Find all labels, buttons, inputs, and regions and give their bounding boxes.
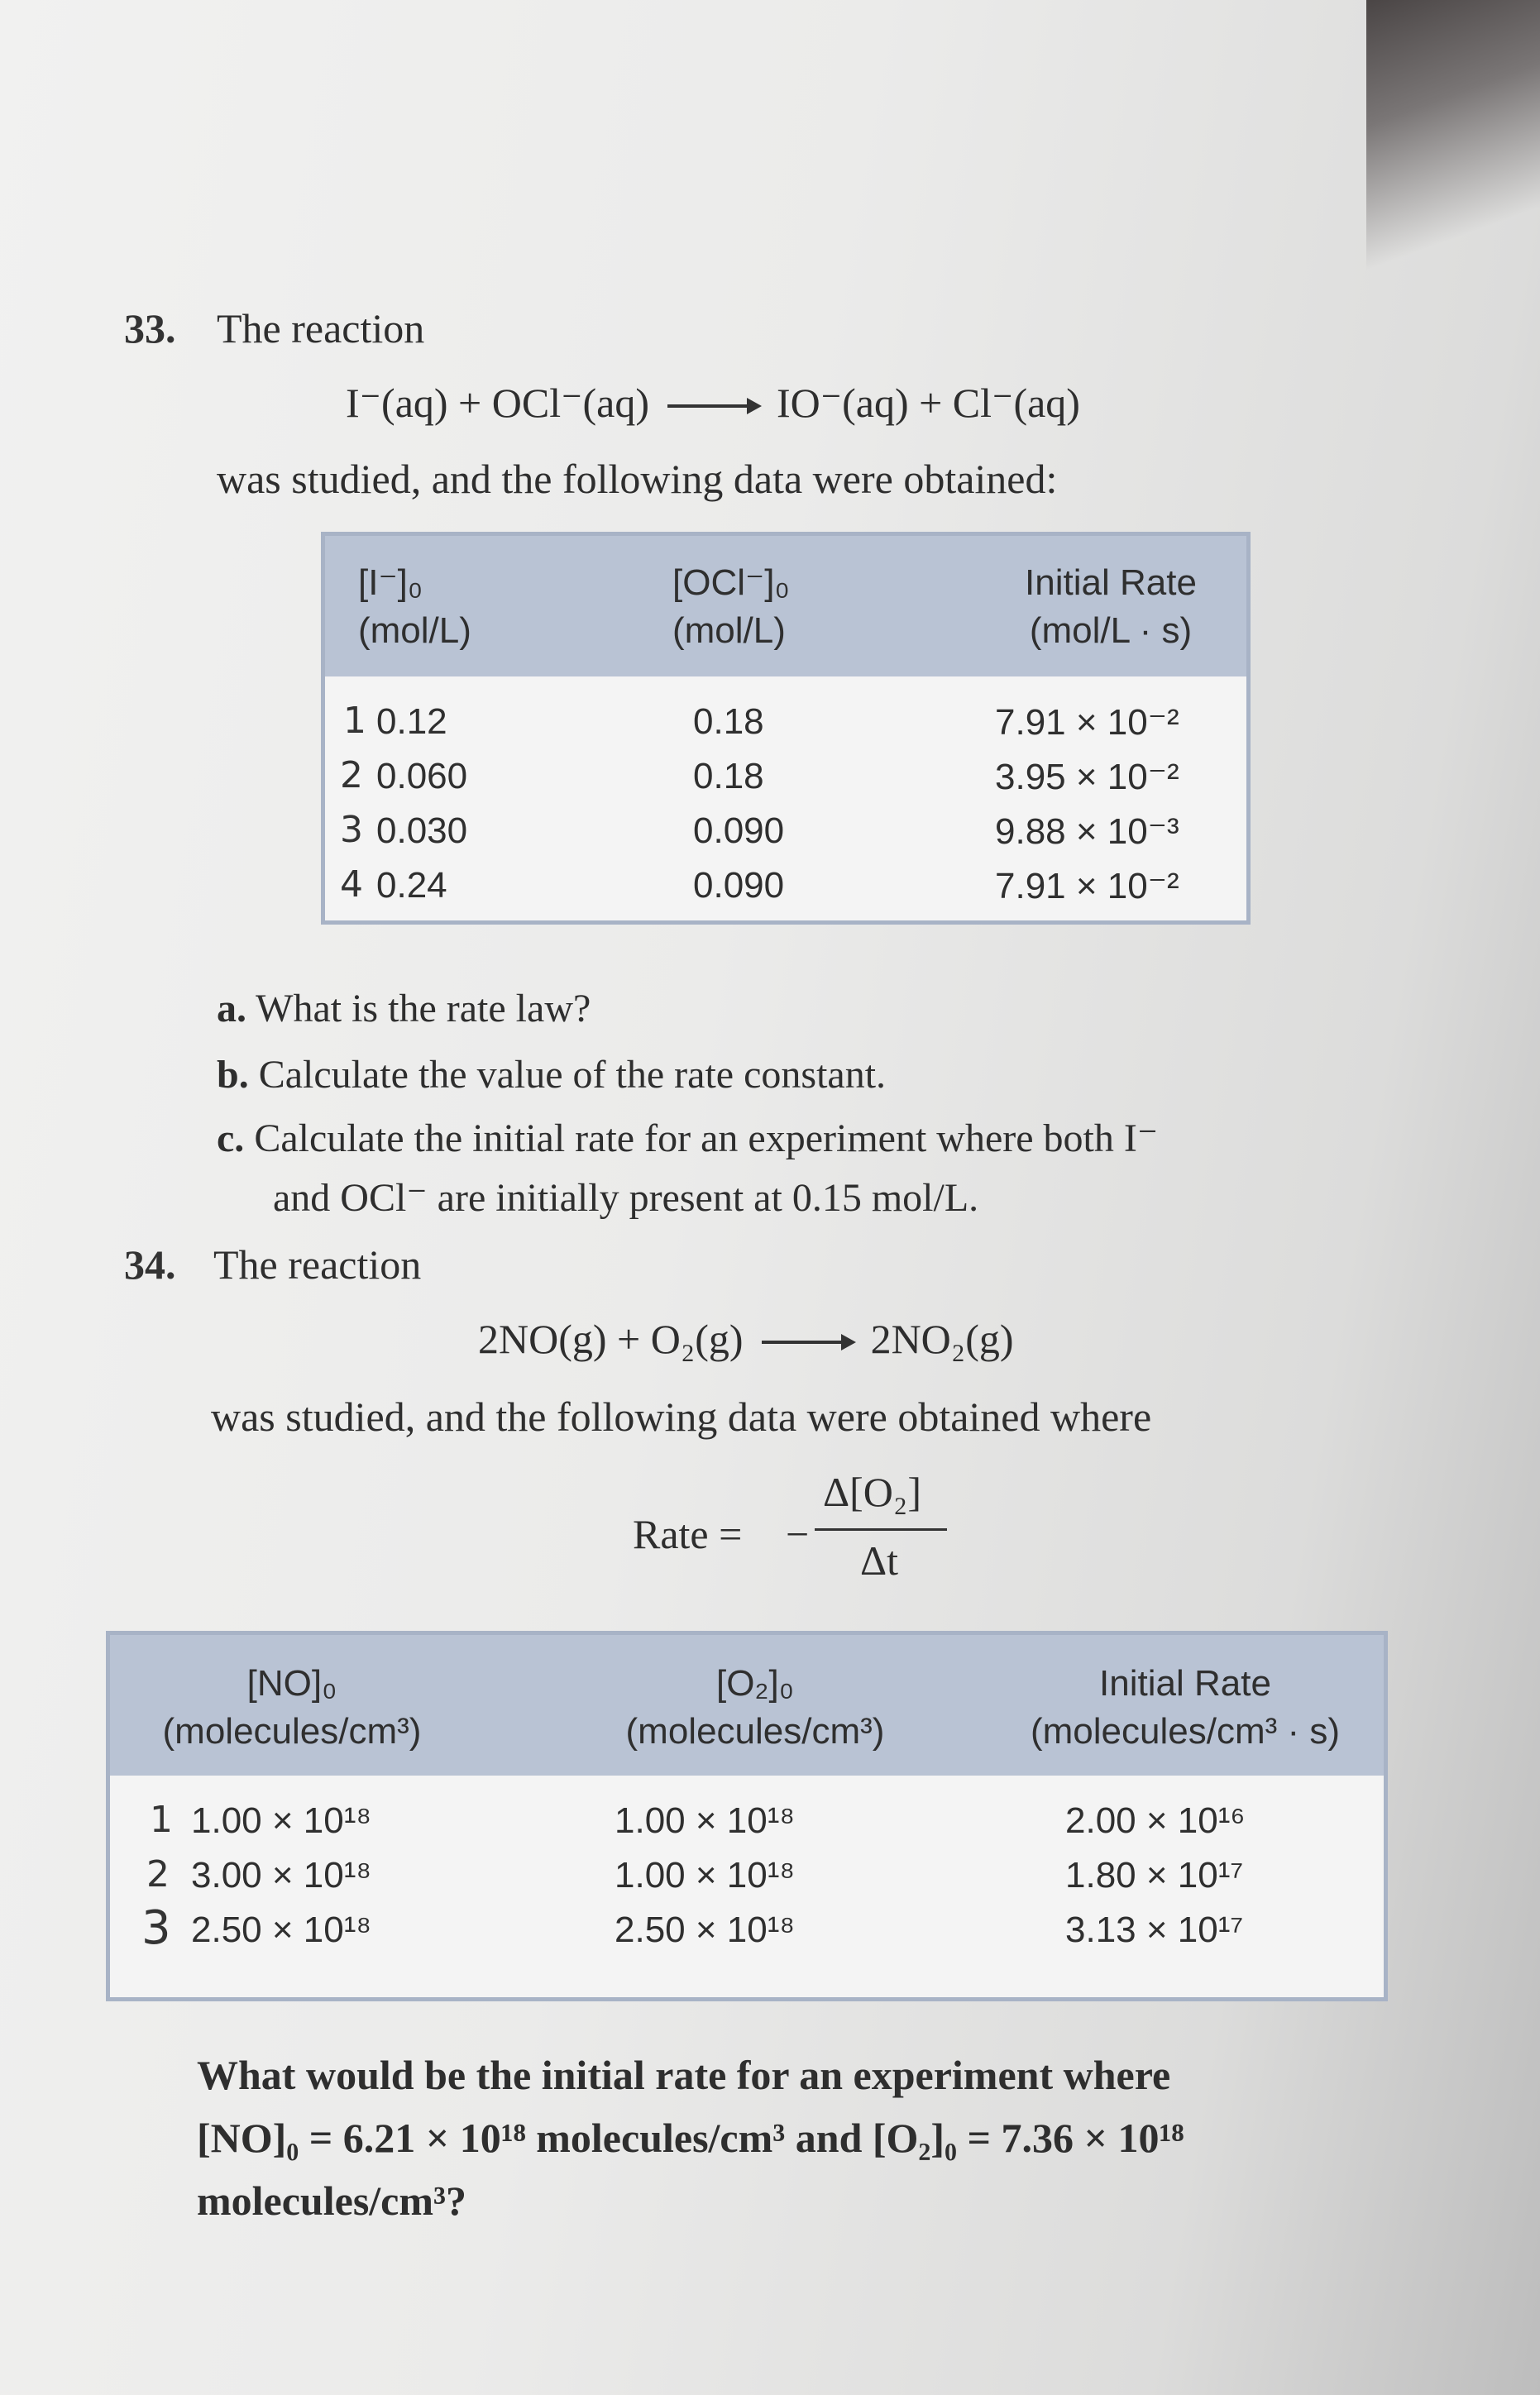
cell-o2: 1.00 × 10¹⁸ [615,1800,795,1841]
header-no-concentration: [NO]₀ (molecules/cm³) [162,1663,422,1752]
problem-34-question-line-3: molecules/cm³? [197,2177,467,2224]
header-o2-concentration: [O₂]₀ (molecules/cm³) [625,1663,885,1752]
page-shadow [1366,0,1540,298]
handwritten-row-number: 2 [146,1853,170,1895]
cell-hypochlorite: 0.090 [693,810,785,851]
handwritten-row-number: 3 [340,809,363,851]
problem-34-equation [478,1315,1014,1363]
handwritten-row-number: 2 [340,754,363,796]
equation-products: 2NO₂(g) [870,1316,1014,1362]
cell-o2: 2.50 × 10¹⁸ [615,1910,795,1950]
problem-34-question-line-1: What would be the initial rate for an experiment where [197,2052,1171,2098]
cell-no: 2.50 × 10¹⁸ [191,1910,371,1950]
table-header [110,1635,1384,1776]
cell-rate: 3.13 × 10¹⁷ [1065,1910,1244,1950]
problem-33-equation [346,379,1080,427]
cell-rate: 9.88 × 10⁻³ [995,811,1179,852]
header-initial-rate: Initial Rate (molecules/cm³ · s) [1030,1663,1341,1752]
cell-rate: 7.91 × 10⁻² [995,866,1179,906]
problem-33-number: 33. [124,305,176,351]
cell-o2: 1.00 × 10¹⁸ [615,1855,795,1895]
reaction-arrow-icon [667,404,758,408]
rate-minus-sign: − [786,1511,810,1557]
question-a: a. What is the rate law? [217,987,591,1030]
handwritten-row-number: 1 [150,1799,173,1841]
cell-rate: 3.95 × 10⁻² [995,757,1179,797]
equation-reactants: I⁻(aq) + OCl⁻(aq) [346,380,649,426]
cell-rate: 7.91 × 10⁻² [995,702,1179,743]
equation-products: IO⁻(aq) + Cl⁻(aq) [776,380,1080,426]
equation-reactants: 2NO(g) + O₂(g) [478,1316,744,1362]
cell-no: 3.00 × 10¹⁸ [191,1855,371,1895]
problem-34-number: 34. [124,1241,176,1288]
rate-label: Rate = [633,1511,743,1557]
header-iodide: [I⁻]₀ (mol/L) [358,562,471,651]
header-initial-rate: Initial Rate (mol/L · s) [1025,562,1197,651]
cell-no: 1.00 × 10¹⁸ [191,1800,371,1841]
rate-denominator: Δt [860,1537,899,1584]
question-c: c. Calculate the initial rate for an experiment where both I⁻ [217,1116,1159,1160]
cell-hypochlorite: 0.18 [693,701,764,742]
problem-33-description: was studied, and the following data were obtained: [217,456,1058,502]
problem-33-intro: The reaction [217,305,425,351]
rate-numerator: Δ[O₂] [823,1469,921,1515]
handwritten-row-number: 3 [141,1901,171,1955]
problem-34-description: was studied, and the following data were obtained where [211,1393,1152,1440]
question-b: b. Calculate the value of the rate constant. [217,1053,887,1097]
table-header [325,536,1246,676]
reaction-arrow-icon [762,1341,853,1344]
problem-33-data-table [321,532,1251,925]
cell-hypochlorite: 0.090 [693,865,785,906]
cell-iodide: 0.24 [376,865,447,906]
handwritten-row-number: 1 [343,700,366,742]
fraction-bar [815,1528,947,1531]
problem-34-intro: The reaction [213,1241,422,1288]
cell-iodide: 0.030 [376,810,468,851]
problem-34-data-table [106,1631,1388,2001]
cell-rate: 1.80 × 10¹⁷ [1065,1855,1244,1895]
question-c-continued: and OCl⁻ are initially present at 0.15 mol/L. [273,1176,979,1220]
cell-rate: 2.00 × 10¹⁶ [1065,1800,1246,1841]
header-hypochlorite: [OCl⁻]₀ (mol/L) [672,562,790,651]
cell-hypochlorite: 0.18 [693,756,764,796]
handwritten-row-number: 4 [340,863,363,906]
cell-iodide: 0.12 [376,701,447,742]
cell-iodide: 0.060 [376,756,468,796]
problem-34-question-line-2: [NO]₀ = 6.21 × 10¹⁸ molecules/cm³ and [O₂]₀ = 7.36 × 10¹⁸ [197,2115,1184,2161]
